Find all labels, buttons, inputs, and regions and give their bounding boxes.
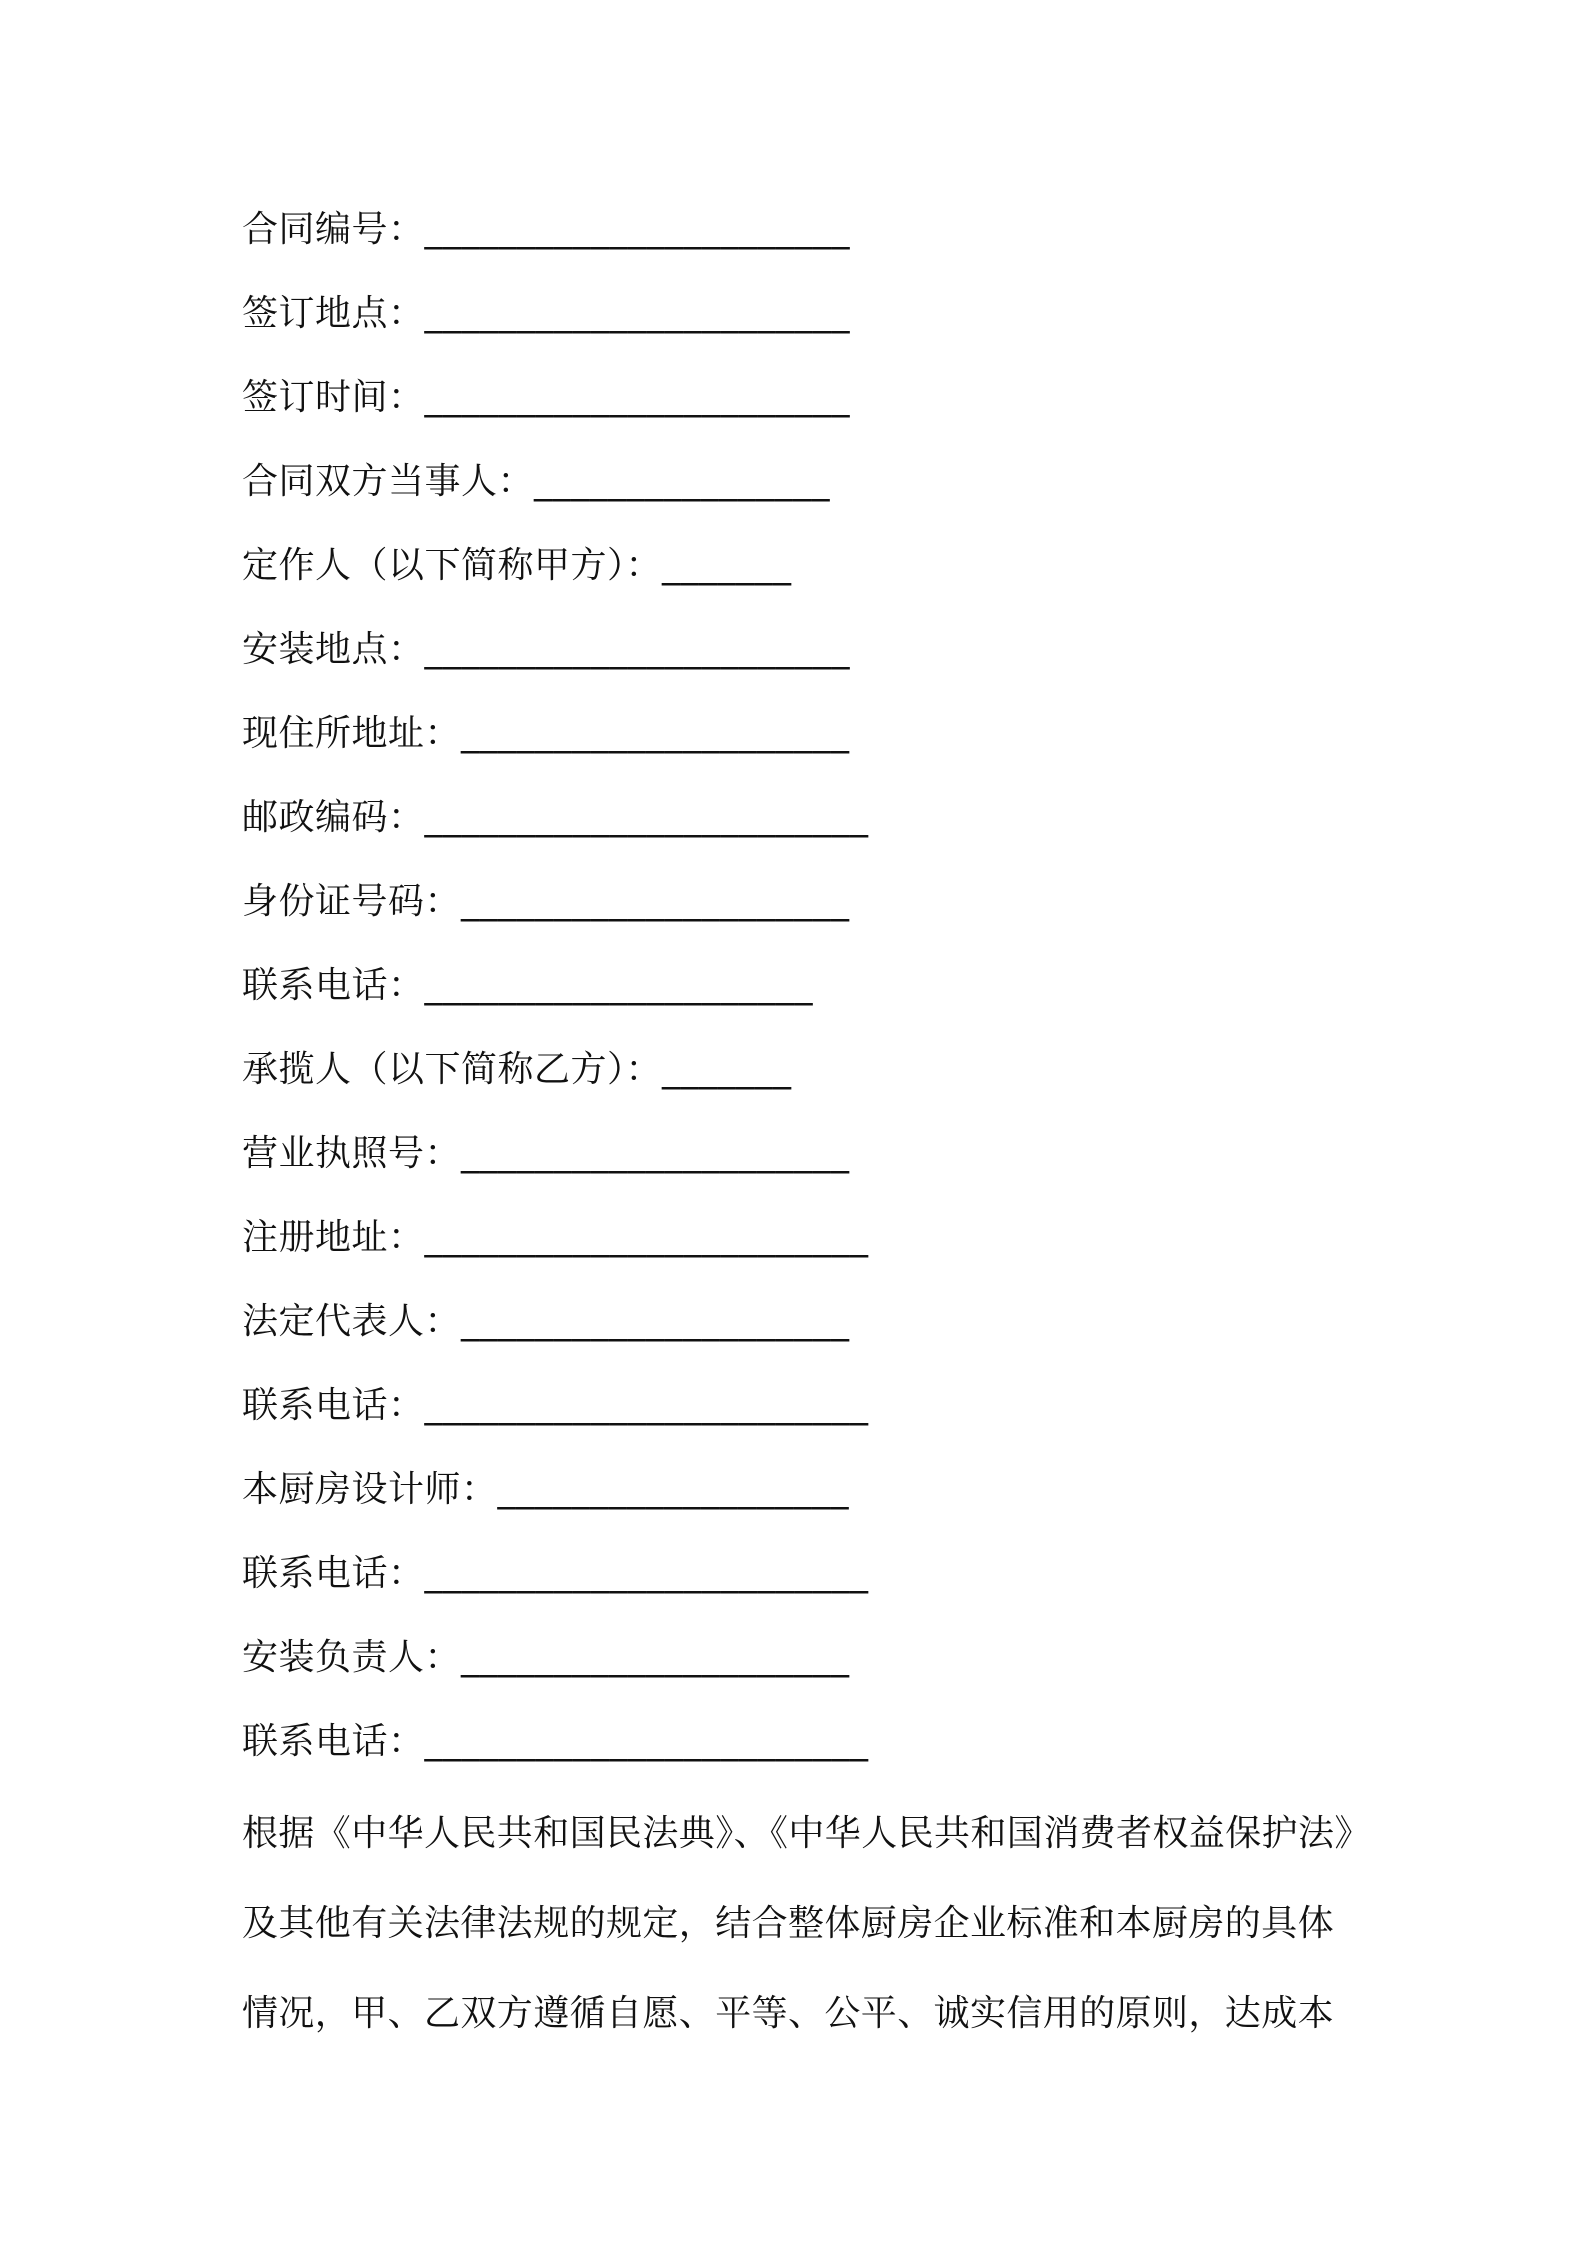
field-blank: _______ [662, 545, 792, 586]
field-blank: ________________ [534, 461, 831, 502]
legal-representative-field [242, 1290, 1362, 1374]
field-blank: _______________________ [424, 209, 851, 250]
field-label: 联系电话： [242, 965, 425, 1006]
field-blank: _____________________ [461, 1133, 850, 1174]
field-blank: _____________________ [461, 1301, 850, 1342]
paragraph-line: 根据《中华人民共和国民法典》、《中华人民共和国消费者权益保护法》 [242, 1813, 1371, 1854]
contract-number-field [242, 198, 1362, 282]
field-label: 联系电话： [242, 1553, 425, 1594]
field-blank: _______________________ [424, 377, 851, 418]
signing-time-field [242, 366, 1362, 450]
field-label: 本厨房设计师： [242, 1469, 498, 1510]
party-b-phone-field [242, 1374, 1362, 1458]
field-label: 营业执照号： [242, 1133, 462, 1174]
field-label: 合同编号： [242, 209, 425, 250]
contract-content [242, 198, 1371, 2070]
field-blank: _____________________ [424, 965, 814, 1006]
field-label: 签订地点： [242, 293, 425, 334]
kitchen-designer-field [242, 1458, 1362, 1542]
field-label: 注册地址： [242, 1217, 425, 1258]
field-label: 安装负责人： [242, 1637, 462, 1678]
paragraph-line: 情况，甲、乙双方遵循自愿、平等、公平、诚实信用的原则，达成本 [242, 1993, 1335, 2034]
field-label: 合同双方当事人： [242, 461, 535, 502]
legal-basis-paragraph [242, 1800, 1371, 2070]
field-blank: _____________________ [461, 713, 850, 754]
field-blank: _______________________ [424, 629, 851, 670]
field-blank: ________________________ [424, 1385, 869, 1426]
current-address-field [242, 702, 1362, 786]
installation-location-field [242, 618, 1362, 702]
paragraph-line: 及其他有关法律法规的规定，结合整体厨房企业标准和本厨房的具体 [242, 1903, 1335, 1944]
installation-manager-field [242, 1626, 1362, 1710]
postal-code-field [242, 786, 1362, 870]
field-blank: ________________________ [424, 1553, 869, 1594]
party-a-field [242, 534, 1362, 618]
field-label: 现住所地址： [242, 713, 462, 754]
party-b-field [242, 1038, 1362, 1122]
field-label: 联系电话： [242, 1385, 425, 1426]
field-blank: ________________________ [424, 1721, 869, 1762]
signing-place-field [242, 282, 1362, 366]
field-label: 安装地点： [242, 629, 425, 670]
field-blank: _____________________ [461, 1637, 850, 1678]
field-label: 联系电话： [242, 1721, 425, 1762]
field-blank: _______________________ [424, 293, 851, 334]
party-a-phone-field [242, 954, 1362, 1038]
field-label: 承揽人（以下简称乙方）： [242, 1049, 663, 1090]
field-blank: _____________________ [461, 881, 850, 922]
field-label: 法定代表人： [242, 1301, 462, 1342]
field-blank: ________________________ [424, 797, 869, 838]
field-blank: _______ [662, 1049, 792, 1090]
field-label: 签订时间： [242, 377, 425, 418]
field-label: 邮政编码： [242, 797, 425, 838]
field-label: 身份证号码： [242, 881, 462, 922]
business-license-field [242, 1122, 1362, 1206]
field-label: 定作人（以下简称甲方）： [242, 545, 663, 586]
designer-phone-field [242, 1542, 1362, 1626]
manager-phone-field [242, 1710, 1362, 1794]
registered-address-field [242, 1206, 1362, 1290]
contract-parties-field [242, 450, 1362, 534]
field-blank: ________________________ [424, 1217, 869, 1258]
field-blank: ___________________ [497, 1469, 850, 1510]
id-number-field [242, 870, 1362, 954]
